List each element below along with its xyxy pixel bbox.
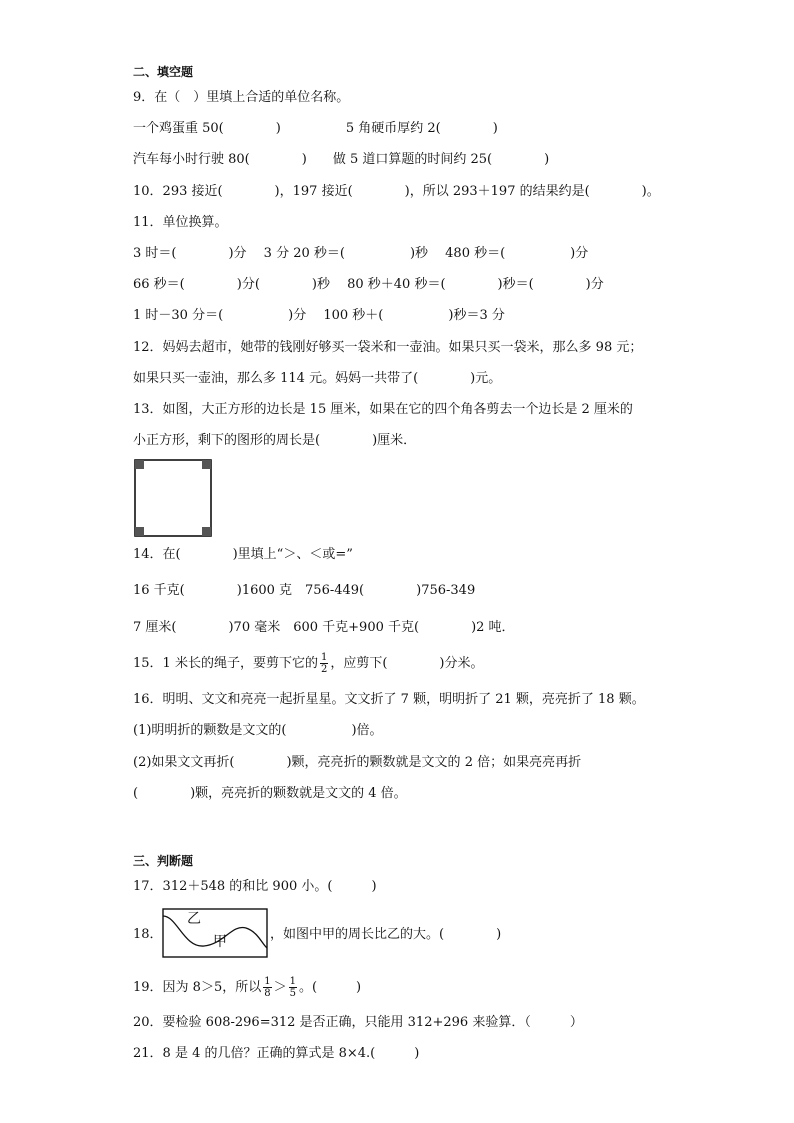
question-9-line-b: 汽车每小时行驶 80( ) 做 5 道口算题的时间约 25( ) <box>133 152 550 167</box>
question-15-text-post: ，应剪下( )分米。 <box>330 656 484 671</box>
fraction-one-eighth <box>263 976 271 999</box>
section-title-fill-in: 二、填空题 <box>133 65 194 79</box>
fraction-denominator: 5 <box>289 988 296 999</box>
question-15 <box>133 652 483 675</box>
region-label-yi: 乙 <box>187 911 201 927</box>
question-9-line-a: 一个鸡蛋重 50( ) 5 角硬币厚约 2( ) <box>133 121 498 136</box>
question-19 <box>133 976 361 999</box>
region-label-jia: 甲 <box>213 934 227 950</box>
question-12-line-b: 如果只买一壶油，那么多 114 元。妈妈一共带了( )元。 <box>133 371 502 386</box>
square-cut-corners-figure <box>133 458 213 538</box>
question-15-text-pre: 15．1 米长的绳子，要剪下它的 <box>133 656 318 671</box>
fraction-one-fifth <box>289 976 297 999</box>
question-11-line-c: 1 时－30 分＝( )分 100 秒＋( )秒＝3 分 <box>133 308 505 323</box>
fraction-numerator: 1 <box>264 976 271 987</box>
question-16-part-2: (2)如果文文再折( )颗，亮亮折的颗数就是文文的 2 倍；如果亮亮再折 <box>133 755 582 770</box>
question-12-line-a: 12．妈妈去超市，她带的钱刚好够买一袋米和一壶油。如果只买一袋米，那么多 98 元； <box>133 340 643 355</box>
question-16: 16．明明、文文和亮亮一起折星星。文文折了 7 颗，明明折了 21 颗，亮亮折了 18 颗。 <box>133 692 645 707</box>
question-16-part-2-cont: ( )颗，亮亮折的颗数就是文文的 4 倍。 <box>133 786 407 801</box>
question-20: 20．要检验 608-296=312 是否正确，只能用 312+296 来验算．（ ） <box>133 1015 583 1030</box>
question-9: 9．在（ ）里填上合适的单位名称。 <box>133 90 350 105</box>
corner-square-bottom-left <box>135 527 144 536</box>
fraction-numerator: 1 <box>289 976 296 987</box>
question-11-line-b: 66 秒＝( )分( )秒 80 秒＋40 秒＝( )秒＝( )分 <box>133 277 604 292</box>
question-17: 17．312＋548 的和比 900 小。( ) <box>133 879 377 894</box>
fraction-denominator: 8 <box>264 988 271 999</box>
question-18-pre: 18． <box>133 927 163 942</box>
question-10: 10．293 接近( )，197 接近( )，所以 293＋197 的结果约是( )。 <box>133 184 660 199</box>
question-19-text-pre: 19．因为 8＞5，所以 <box>133 980 262 995</box>
corner-square-top-right <box>202 460 211 469</box>
corner-square-top-left <box>135 460 144 469</box>
question-13-line-a: 13．如图，大正方形的边长是 15 厘米，如果在它的四个角各剪去一个边长是 2 厘米的 <box>133 402 633 417</box>
question-19-text-post: 。( ) <box>298 980 362 995</box>
question-21: 21．8 是 4 的几倍？正确的算式是 8×4.( ) <box>133 1046 420 1061</box>
fraction-one-half <box>320 652 328 675</box>
question-11-line-a: 3 时＝( )分 3 分 20 秒＝( )秒 480 秒＝( )分 <box>133 246 589 261</box>
rectangle-curve-figure <box>162 908 268 958</box>
question-18-post: ，如图中甲的周长比乙的大。( ) <box>270 927 502 942</box>
question-14-line-a: 16 千克( )1600 克 756-449( )756-349 <box>133 583 476 598</box>
question-14-line-b: 7 厘米( )70 毫米 600 千克+900 千克( )2 吨． <box>133 620 515 635</box>
greater-than-sign: ＞ <box>273 980 287 995</box>
question-16-part-1: (1)明明折的颗数是文文的( )倍。 <box>133 723 383 738</box>
question-13-line-b: 小正方形，剩下的图形的周长是( )厘米． <box>133 433 417 448</box>
section-title-judge: 三、判断题 <box>133 854 194 868</box>
fraction-denominator: 2 <box>320 664 328 675</box>
fraction-numerator: 1 <box>320 652 328 663</box>
question-14: 14．在( )里填上“＞、＜或=” <box>133 547 353 562</box>
large-square <box>135 460 211 536</box>
question-11: 11．单位换算。 <box>133 215 228 230</box>
corner-square-bottom-right <box>202 527 211 536</box>
